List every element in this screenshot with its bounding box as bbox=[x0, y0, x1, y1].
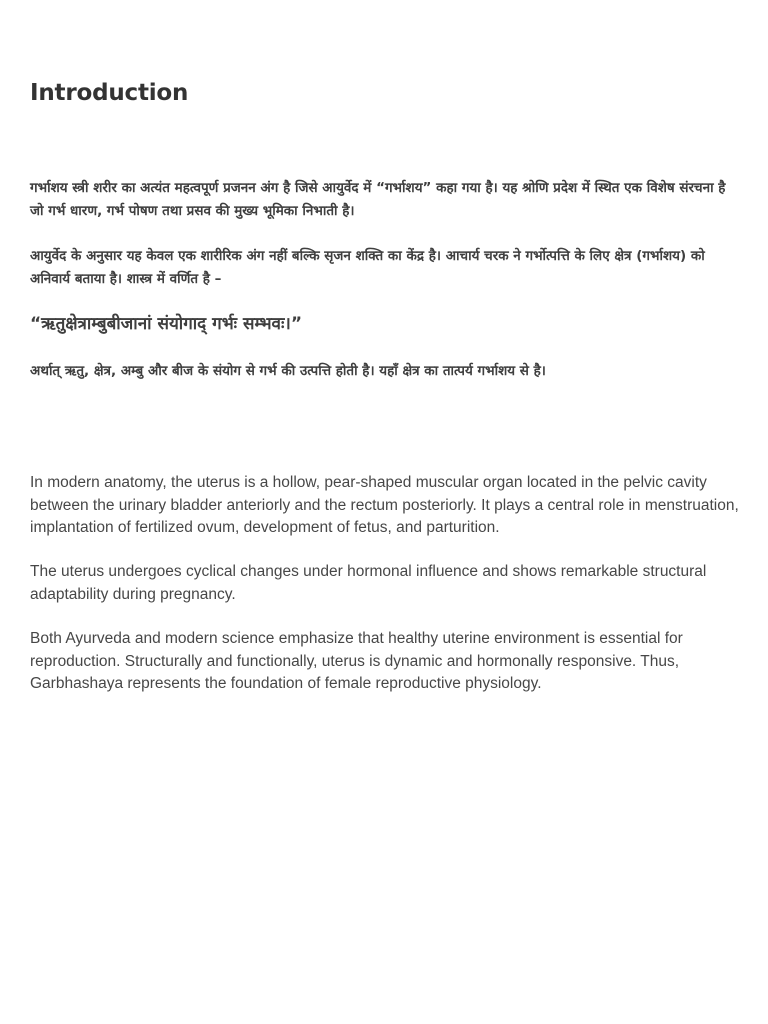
english-paragraph-2: The uterus undergoes cyclical changes under hormonal influence and shows remarkable structural adaptability during pregnancy. bbox=[30, 563, 707, 603]
hindi-paragraph-3: अर्थात् ऋतु, क्षेत्र, अम्बु और बीज के संयोग से गर्भ की उत्पत्ति होती है। यहाँ क्षेत्र का तात्पर्य गर्भाशय से है। bbox=[30, 363, 546, 379]
sanskrit-quote: “ऋतुक्षेत्राम्बुबीजानां संयोगाद् गर्भः सम्भवः।” bbox=[30, 314, 303, 334]
hindi-paragraph-2: आयुर्वेद के अनुसार यह केवल एक शारीरिक अंग नहीं बल्कि सृजन शक्ति का केंद्र है। आचार्य चरक ने गर्भोत्पत्ति के लिए क्षेत्र (गर्भाशय) को अनिवार्य बताया है। शास्त्र में वर्णित है – bbox=[30, 248, 705, 287]
english-paragraph-3: Both Ayurveda and modern science emphasize that healthy uterine environment is essential for reproduction. Structurally and functionally, uterus is dynamic and hormonally responsive. Thus, Garbhashaya represents the foundation of female reproductive physiology. bbox=[30, 630, 683, 692]
section-heading: Introduction bbox=[30, 80, 189, 106]
hindi-paragraph-1: गर्भाशय स्त्री शरीर का अत्यंत महत्वपूर्ण प्रजनन अंग है जिसे आयुर्वेद में “गर्भाशय” कहा गया है। यह श्रोणि प्रदेश में स्थित एक विशेष संरचना है जो गर्भ धारण, गर्भ पोषण तथा प्रसव की मुख्य भूमिका निभाती है। bbox=[30, 180, 726, 219]
english-paragraph-1: In modern anatomy, the uterus is a hollow, pear-shaped muscular organ located in the pelvic cavity between the urinary bladder anteriorly and the rectum posteriorly. It plays a central role in menstruation, implantation of fertilized ovum, development of fetus, and parturition. bbox=[30, 474, 739, 536]
